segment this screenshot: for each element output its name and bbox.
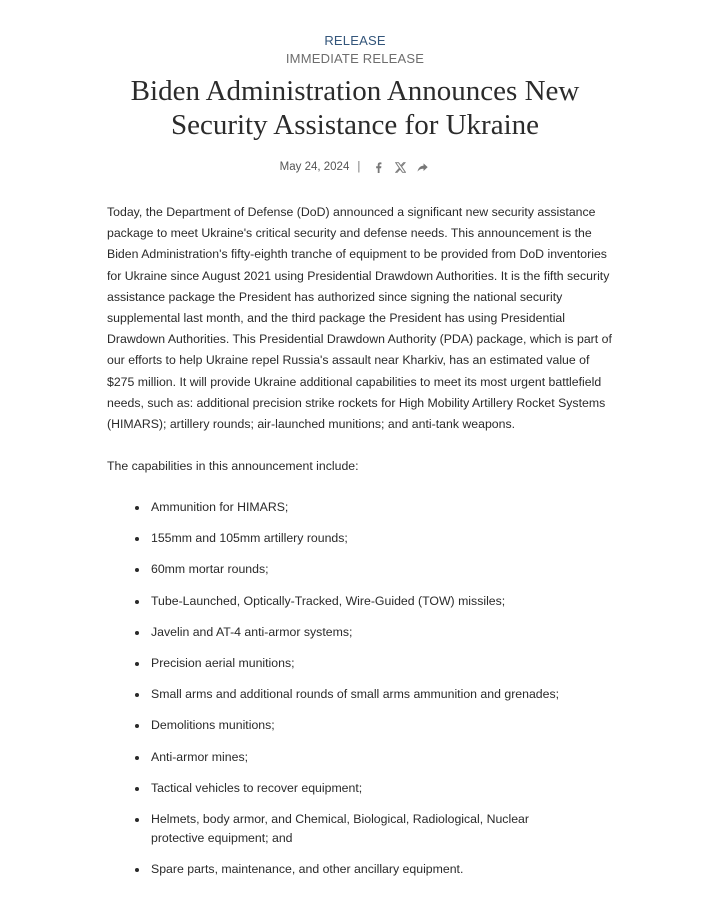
x-icon[interactable]: [392, 159, 408, 175]
list-item: Anti-armor mines;: [107, 748, 612, 767]
release-type: IMMEDIATE RELEASE: [285, 51, 425, 66]
list-item: Ammunition for HIMARS;: [107, 498, 612, 517]
list-item: Precision aerial munitions;: [107, 654, 612, 673]
list-item: Demolitions munitions;: [107, 716, 612, 735]
page-title: Biden Administration Announces New Security Assistance for Ukraine: [130, 75, 580, 141]
release-category: RELEASE: [324, 33, 386, 48]
list-item: Small arms and additional rounds of small arms ammunition and grenades;: [107, 685, 612, 704]
list-item: Tube-Launched, Optically-Tracked, Wire-Guided (TOW) missiles;: [107, 592, 612, 611]
meta-separator: |: [357, 161, 361, 173]
list-item: 155mm and 105mm artillery rounds;: [107, 529, 612, 548]
list-item: Tactical vehicles to recover equipment;: [107, 779, 612, 798]
list-item: Spare parts, maintenance, and other ancillary equipment.: [107, 860, 612, 879]
capabilities-list: [107, 498, 612, 891]
list-item: 60mm mortar rounds;: [107, 560, 612, 579]
facebook-icon[interactable]: [370, 159, 386, 175]
article-meta: [0, 159, 710, 175]
share-icon[interactable]: [414, 159, 430, 175]
capabilities-intro: The capabilities in this announcement include:: [107, 459, 359, 473]
article-intro-paragraph: Today, the Department of Defense (DoD) announced a significant new security assistance package to meet Ukraine's critical security and defense needs. This announcement is the Biden Administration's fifty-eighth tranche of equipment to be provided from DoD inventories for Ukraine since August 2021 using Presidential Drawdown Authorities. It is the fifth security assistance package the President has authorized since signing the national security supplemental last month, and the third package the President has using Presidential Drawdown Authorities. This Presidential Drawdown Authority (PDA) package, which is part of our efforts to help Ukraine repel Russia's assault near Kharkiv, has an estimated value of $275 million. It will provide Ukraine additional capabilities to meet its most urgent battlefield needs, such as: additional precision strike rockets for High Mobility Artillery Rocket Systems (HIMARS); artillery rounds; air-launched munitions; and anti-tank weapons.: [107, 205, 612, 432]
list-item: Javelin and AT-4 anti-armor systems;: [107, 623, 612, 642]
publish-date: May 24, 2024: [279, 161, 350, 173]
list-item: Helmets, body armor, and Chemical, Biological, Radiological, Nuclear protective equipment; and: [107, 810, 531, 848]
